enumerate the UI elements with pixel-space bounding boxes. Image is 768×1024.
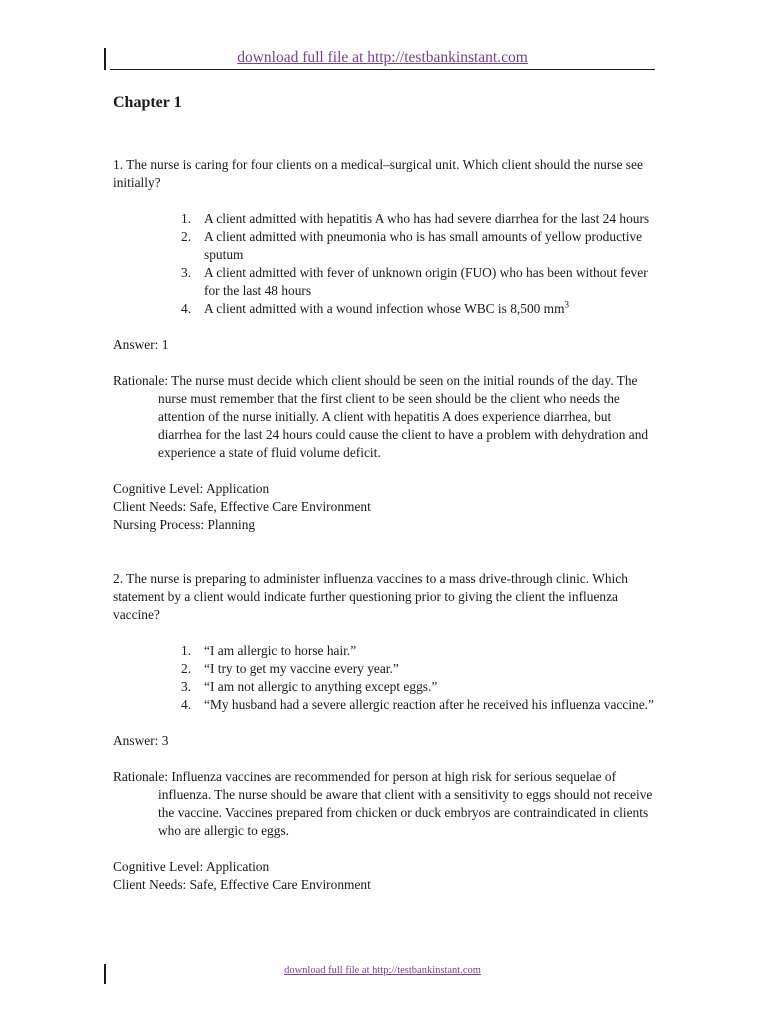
question-1-nursing-process: Nursing Process: Planning bbox=[113, 517, 256, 532]
list-item: 4. “My husband had a severe allergic reaction after he received his influenza vaccine.” bbox=[181, 697, 654, 712]
list-item: 1. A client admitted with hepatitis A who has had severe diarrhea for the last 24 hours bbox=[181, 211, 650, 226]
question-1-client-needs: Client Needs: Safe, Effective Care Environment bbox=[113, 499, 371, 514]
question-2-cognitive-level: Cognitive Level: Application bbox=[113, 859, 270, 874]
list-item: 2. A client admitted with pneumonia who is has small amounts of yellow productive sputum bbox=[181, 229, 643, 262]
document-body bbox=[113, 156, 658, 894]
list-item: 1. “I am allergic to horse hair.” bbox=[181, 643, 357, 658]
footer-margin-bar bbox=[104, 964, 106, 984]
footer-download-link[interactable]: download full file at http://testbankinstant.com bbox=[284, 965, 481, 976]
list-item: 3. A client admitted with fever of unknown origin (FUO) who has been without fever for the last 48 hours bbox=[181, 265, 648, 298]
question-1-cognitive-level: Cognitive Level: Application bbox=[113, 481, 270, 496]
header-margin-bar bbox=[104, 48, 106, 70]
question-2-answer: Answer: 3 bbox=[113, 733, 169, 748]
question-1-stem: 1. The nurse is caring for four clients on a medical–surgical unit. Which client should the nurse see initially? bbox=[113, 157, 643, 190]
list-item: 3. “I am not allergic to anything except eggs.” bbox=[181, 679, 438, 694]
superscript: 3 bbox=[564, 299, 570, 310]
header-download-link[interactable]: download full file at http://testbankinstant.com bbox=[237, 49, 528, 66]
chapter-title: Chapter 1 bbox=[113, 94, 182, 111]
question-2-stem: 2. The nurse is preparing to administer influenza vaccines to a mass drive-through clinic. Which statement by a client would indicate further questioning prior to giving the client the influenza vaccine? bbox=[113, 571, 628, 622]
question-1-rationale: Rationale: The nurse must decide which client should be seen on the initial rounds of the day. The nurse must remember that the first client to be seen should be the client who needs the attention of the nurse initially. A client with hepatitis A does experience diarrhea, but diarrhea for the last 24 hours could cause the client to have a problem with dehydration and experience a state of fluid volume deficit. bbox=[113, 373, 649, 460]
question-2-rationale: Rationale: Influenza vaccines are recommended for person at high risk for serious sequelae of influenza. The nurse should be aware that client with a sensitivity to eggs should not receive the vaccine. Vaccines prepared from chicken or duck embryos are contraindicated in clients who are allergic to eggs. bbox=[113, 769, 653, 838]
list-item: 4. A client admitted with a wound infection whose WBC is 8,500 $mm^3$ bbox=[181, 299, 570, 316]
header-rule bbox=[110, 69, 655, 70]
question-1-answer: Answer: 1 bbox=[113, 337, 169, 352]
question-1-options bbox=[113, 210, 658, 318]
question-2-options bbox=[113, 642, 658, 714]
list-item: 2. “I try to get my vaccine every year.” bbox=[181, 661, 399, 676]
question-2-client-needs: Client Needs: Safe, Effective Care Environment bbox=[113, 877, 371, 892]
